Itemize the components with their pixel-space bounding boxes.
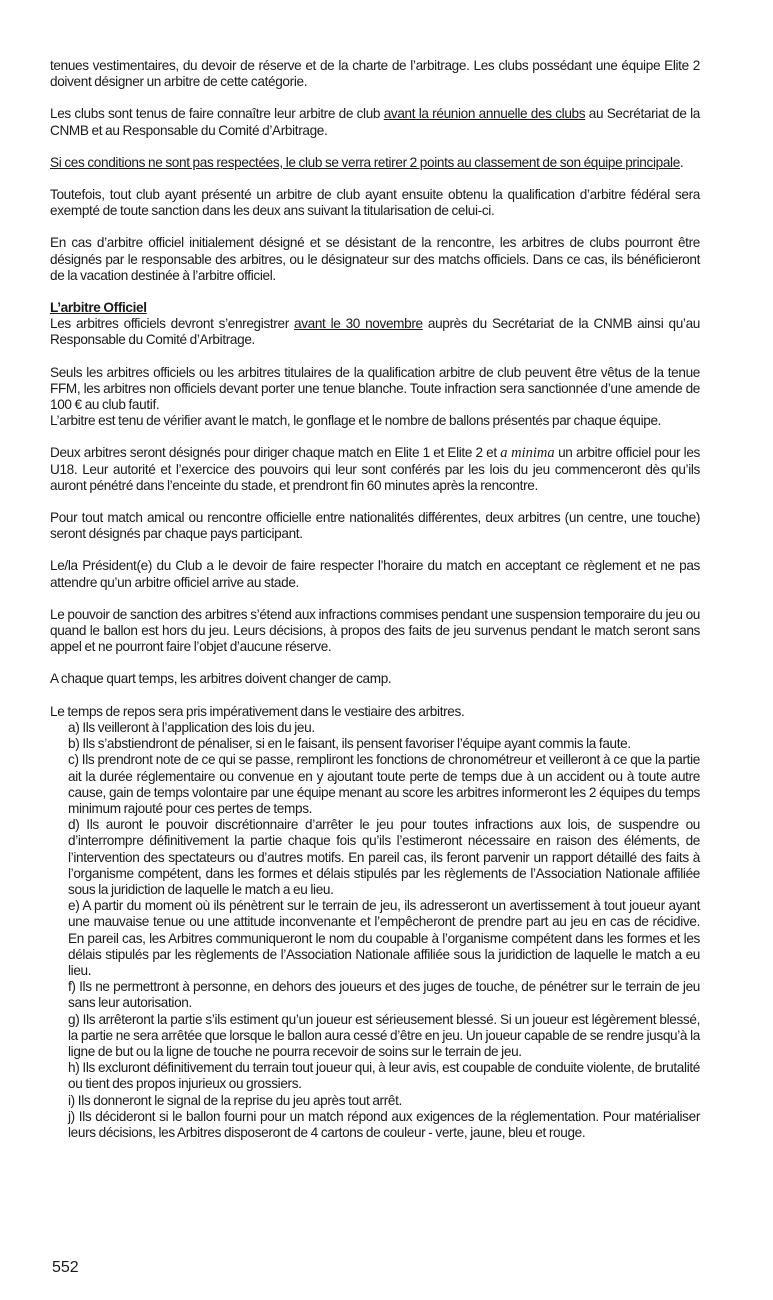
underlined-text: Si ces conditions ne sont pas respectées, le club se verra retirer 2 points au classement de son équipe principale xyxy=(50,154,680,170)
document-body xyxy=(50,58,700,1141)
paragraph xyxy=(50,316,700,348)
underlined-text: avant la réunion annuelle des clubs xyxy=(383,106,586,122)
italic-text: a minima xyxy=(500,445,555,462)
list-item: b) Ils s’abstiendront de pénaliser, si en le faisant, ils pensent favoriser l’équipe ayant commis la faute. xyxy=(68,736,631,752)
list-item: i) Ils donneront le signal de la reprise du jeu après tout arrêt. xyxy=(68,1092,402,1108)
heading-text: L’arbitre Officiel xyxy=(50,300,147,316)
text-run: Deux arbitres seront désignés pour diriger chaque match en Elite 1 et Elite 2 et xyxy=(50,445,501,461)
page-number: 552 xyxy=(52,1259,79,1276)
referee-duties-list xyxy=(50,720,700,1141)
paragraph: Le temps de repos sera pris impérativement dans le vestiaire des arbitres. xyxy=(50,703,465,719)
paragraph xyxy=(50,106,700,138)
list-item: f) Ils ne permettront à personne, en dehors des joueurs et des juges de touche, de pénétrer sur le terrain de jeu sans leur autorisation. xyxy=(68,979,700,1011)
list-item: a) Ils veilleront à l’application des lois du jeu. xyxy=(68,719,315,735)
underlined-text: avant le 30 novembre xyxy=(293,316,423,332)
paragraph: A chaque quart temps, les arbitres doivent changer de camp. xyxy=(50,671,392,687)
text-run: auprès du Secrétariat de la CNMB ainsi qu’au Responsable du Comité d’Arbitrage. xyxy=(50,316,700,348)
paragraph: Seuls les arbitres officiels ou les arbitres titulaires de la qualification arbitre de club peuvent être vêtus de la tenue FFM, les arbitres non officiels devant porter une tenue blanche. Toute infraction sera sanctionnée d’une amende de 100 € au club fautif. xyxy=(50,364,700,413)
text-run: Les arbitres officiels devront s’enregistrer xyxy=(50,316,294,332)
list-item: h) Ils excluront définitivement du terrain tout joueur qui, à leur avis, est coupable de conduite violente, de brutalité ou tient des propos injurieux ou grossiers. xyxy=(68,1060,700,1092)
list-item: c) Ils prendront note de ce qui se passe, rempliront les fonctions de chronométreur et veilleront à ce que la partie ait la durée réglementaire ou convenue en y ajoutant toute perte de temps due à un accident ou à toute autre cause, gain de temps volontaire par une équipe menant au score les arbitres informeront les 2 équipes du temps minimum rajouté pour ces pertes de temps. xyxy=(68,752,700,816)
paragraph: Le/la Président(e) du Club a le devoir de faire respecter l’horaire du match en acceptant ce règlement et ne pas attendre qu’un arbitre officiel arrive au stade. xyxy=(50,558,700,590)
paragraph: L’arbitre est tenu de vérifier avant le match, le gonflage et le nombre de ballons présentés par chaque équipe. xyxy=(50,413,662,429)
paragraph xyxy=(50,445,700,494)
text-run: . xyxy=(679,154,684,170)
paragraph: Le pouvoir de sanction des arbitres s’étend aux infractions commises pendant une suspension temporaire du jeu ou quand le ballon est hors du jeu. Leurs décisions, à propos des faits de jeu survenus pendant le match seront sans appel et ne pourront faire l’objet d’aucune réserve. xyxy=(50,606,700,655)
paragraph: Toutefois, tout club ayant présenté un arbitre de club ayant ensuite obtenu la qualification d’arbitre fédéral sera exempté de toute sanction dans les deux ans suivant la titularisation de celui-ci. xyxy=(50,187,700,219)
paragraph: Pour tout match amical ou rencontre officielle entre nationalités différentes, deux arbitres (un centre, une touche) seront désignés par chaque pays participant. xyxy=(50,510,700,542)
section-heading xyxy=(50,300,700,316)
paragraph xyxy=(50,155,700,171)
list-item: g) Ils arrêteront la partie s’ils estiment qu’un joueur est sérieusement blessé. Si un joueur est légèrement blessé, la partie ne sera arrêtée que lorsque le ballon aura cessé d’être en jeu. Un joueur capable de se rendre jusqu’à la ligne de but ou la ligne de touche ne pourra recevoir de soins sur le terrain de jeu. xyxy=(68,1011,700,1059)
text-run: au Secrétariat de la CNMB et au Responsable du Comité d’Arbitrage. xyxy=(50,106,701,138)
paragraph: tenues vestimentaires, du devoir de réserve et de la charte de l’arbitrage. Les clubs possédant une équipe Elite 2 doivent désigner un arbitre de cette catégorie. xyxy=(50,58,700,90)
list-item: d) Ils auront le pouvoir discrétionnaire d’arrêter le jeu pour toutes infractions aux lois, de suspendre ou d’interrompre définitivement la partie chaque fois qu’ils l’estimeront nécessaire en raison des éléments, de l’intervention des spectateurs ou d’autres motifs. En pareil cas, ils feront parvenir un rapport détaillé des faits à l’organisme compétent, dans les formes et délais stipulés par les règlements de l’Association Nationale affiliée sous la juridiction de laquelle le match a eu lieu. xyxy=(68,817,700,897)
text-run: Les clubs sont tenus de faire connaître leur arbitre de club xyxy=(50,106,384,122)
list-item: e) A partir du moment où ils pénètrent sur le terrain de jeu, ils adresseront un avertissement à tout joueur ayant une mauvaise tenue ou une attitude inconvenante et l’empêcheront de prendre part au jeu en cas de récidive. En pareil cas, les Arbitres communiqueront le nom du coupable à l’organisme compétent dans les formes et les délais stipulés par les règlements de l’Association Nationale affiliée sous la juridiction de laquelle le match a eu lieu. xyxy=(68,898,700,978)
paragraph: En cas d’arbitre officiel initialement désigné et se désistant de la rencontre, les arbitres de clubs pourront être désignés par le responsable des arbitres, ou le désignateur sur des matchs officiels. Dans ce cas, ils bénéficieront de la vacation destinée à l’arbitre officiel. xyxy=(50,235,700,283)
text-run: un arbitre officiel pour les U18. Leur autorité et l’exercice des pouvoirs qui leur sont conférés par les lois du jeu commenceront dès qu’ils auront pénétré dans l’enceinte du stade, et prendront fin 60 minutes après la rencontre. xyxy=(50,445,701,493)
list-item: j) Ils décideront si le ballon fourni pour un match répond aux exigences de la réglementation. Pour matérialiser leurs décisions, les Arbitres disposeront de 4 cartons de couleur - verte, jaune, bleu et rouge. xyxy=(68,1108,700,1140)
